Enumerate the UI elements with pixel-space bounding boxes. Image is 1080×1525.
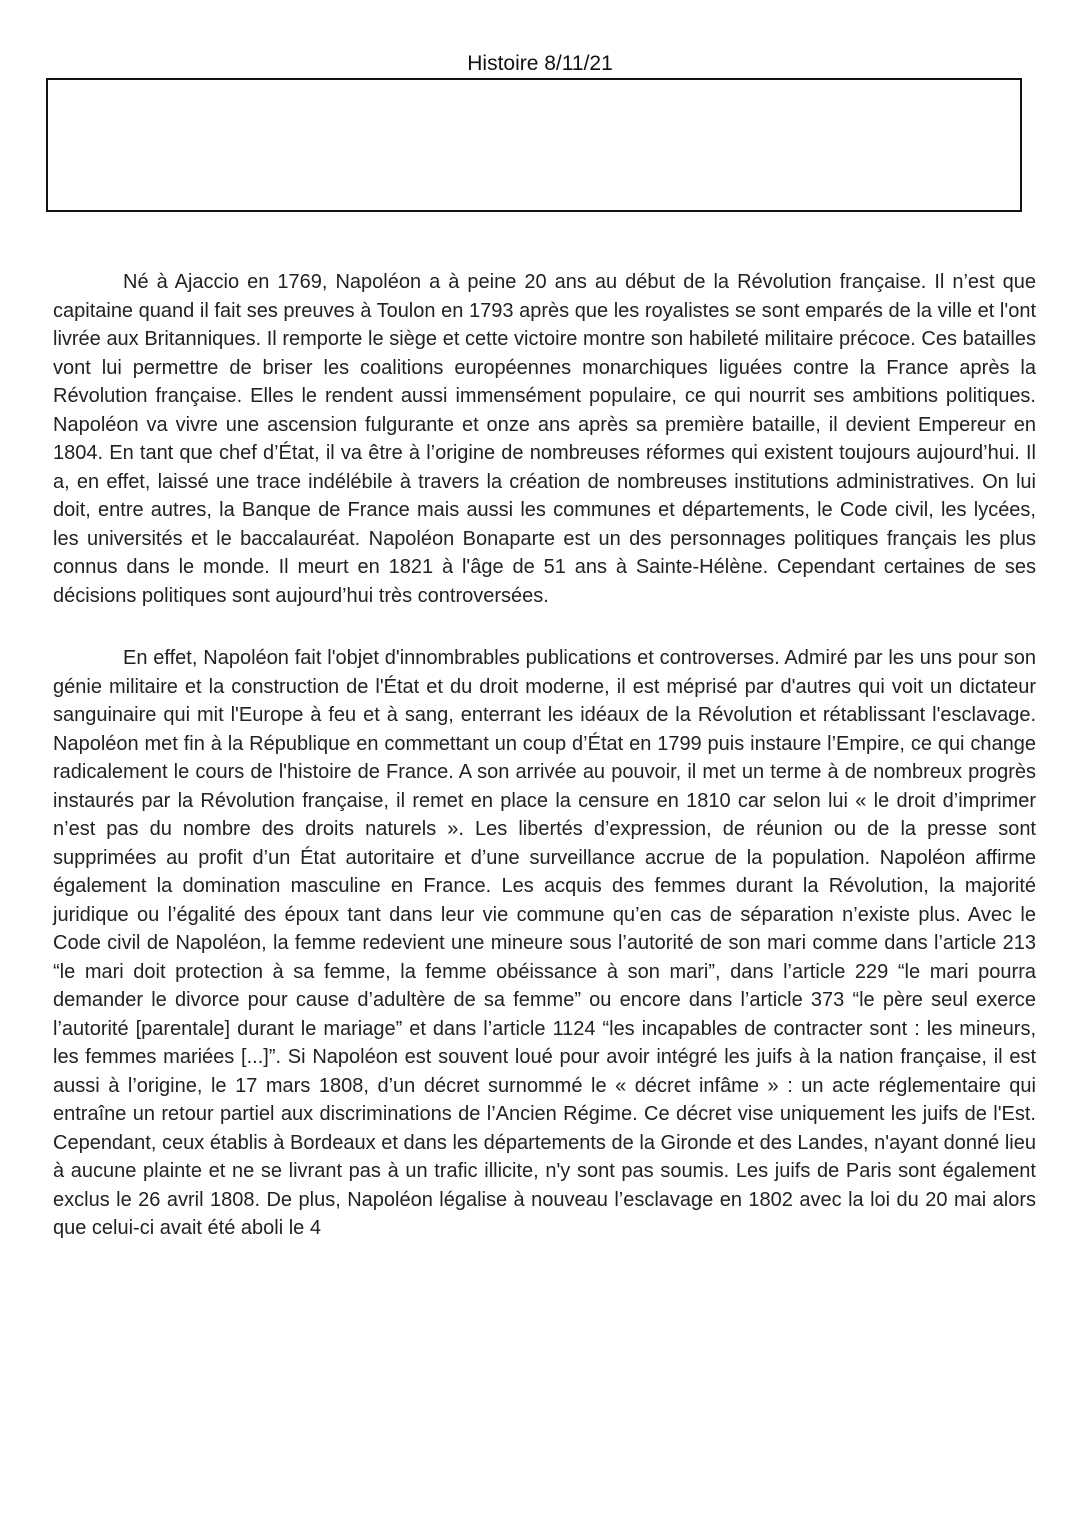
paragraph-2: En effet, Napoléon fait l'objet d'innombrables publications et controverses. Admiré par les uns pour son génie militaire et la construction de l'État et du droit moderne, il est méprisé par d'autres qui voit un dictateur sanguinaire qui mit l'Europe à feu et à sang, enterrant les idéaux de la Révolution et rétablissant l'esclavage. Napoléon met fin à la République en commettant un coup d’État en 1799 puis instaure l’Empire, ce qui change radicalement le cours de l'histoire de France. A son arrivée au pouvoir, il met un terme à de nombreux progrès instaurés par la Révolution française, il remet en place la censure en 1810 car selon lui « le droit d’imprimer n’est pas du nombre des droits naturels ». Les libertés d’expression, de réunion ou de la presse sont supprimées au profit d’un État autoritaire et d’une surveillance accrue de la population. Napoléon affirme également la domination masculine en France. Les acquis des femmes durant la Révolution, la majorité juridique ou l’égalité des époux tant dans leur vie commune qu’en cas de séparation n’existe plus. Avec le Code civil de Napoléon, la femme redevient une mineure sous l’autorité de son mari comme dans l’article 213 “le mari doit protection à sa femme, la femme obéissance à son mari”, dans l’article 229 “le mari pourra demander le divorce pour cause d’adultère de sa femme” ou encore dans l’article 373 “le père seul exerce l’autorité [parentale] durant le mariage” et dans l’article 1124 “les incapables de contracter sont : les mineurs, les femmes mariées [...]”. Si Napoléon est souvent loué pour avoir intégré les juifs à la nation française, il est aussi à l’origine, le 17 mars 1808, d’un décret surnommé le « décret infâme » : un acte réglementaire qui entraîne un retour partiel aux discriminations de l’Ancien Régime. Ce décret vise uniquement les juifs de l'Est. Cependant, ceux établis à Bordeaux et dans les départements de la Gironde et des Landes, n'ayant donné lieu à aucune plainte et ne se livrant pas à un trafic illicite, n'y sont pas soumis. Les juifs de Paris sont également exclus le 26 avril 1808. De plus, Napoléon légalise à nouveau l’esclavage en 1802 avec la loi du 20 mai alors que celui-ci avait été aboli le 4: [53, 647, 1036, 1239]
paragraph-1: Né à Ajaccio en 1769, Napoléon a à peine 20 ans au début de la Révolution française. Il n’est que capitaine quand il fait ses preuves à Toulon en 1793 après que les royalistes se sont emparés de la ville et l'ont livrée aux Britanniques. Il remporte le siège et cette victoire montre son habileté militaire précoce. Ces batailles vont lui permettre de briser les coalitions européennes monarchiques liguées contre la France après la Révolution française. Elles le rendent aussi immensément populaire, ce qui nourrit ses ambitions politiques. Napoléon va vivre une ascension fulgurante et onze ans après sa première bataille, il devient Empereur en 1804. En tant que chef d’État, il va être à l’origine de nombreuses réformes qui existent toujours aujourd’hui. Il a, en effet, laissé une trace indélébile à travers la création de nombreuses institutions administratives. On lui doit, entre autres, la Banque de France mais aussi les communes et départements, le Code civil, les lycées, les universités et le baccalauréat. Napoléon Bonaparte est un des personnages politiques français les plus connus dans le monde. Il meurt en 1821 à l'âge de 51 ans à Sainte-Hélène. Cependant certaines de ses décisions politiques sont aujourd’hui très controversées.: [53, 271, 1036, 607]
empty-title-box: [46, 78, 1022, 212]
document-body: [53, 268, 1036, 1243]
page-title: Histoire 8/11/21: [467, 52, 613, 75]
